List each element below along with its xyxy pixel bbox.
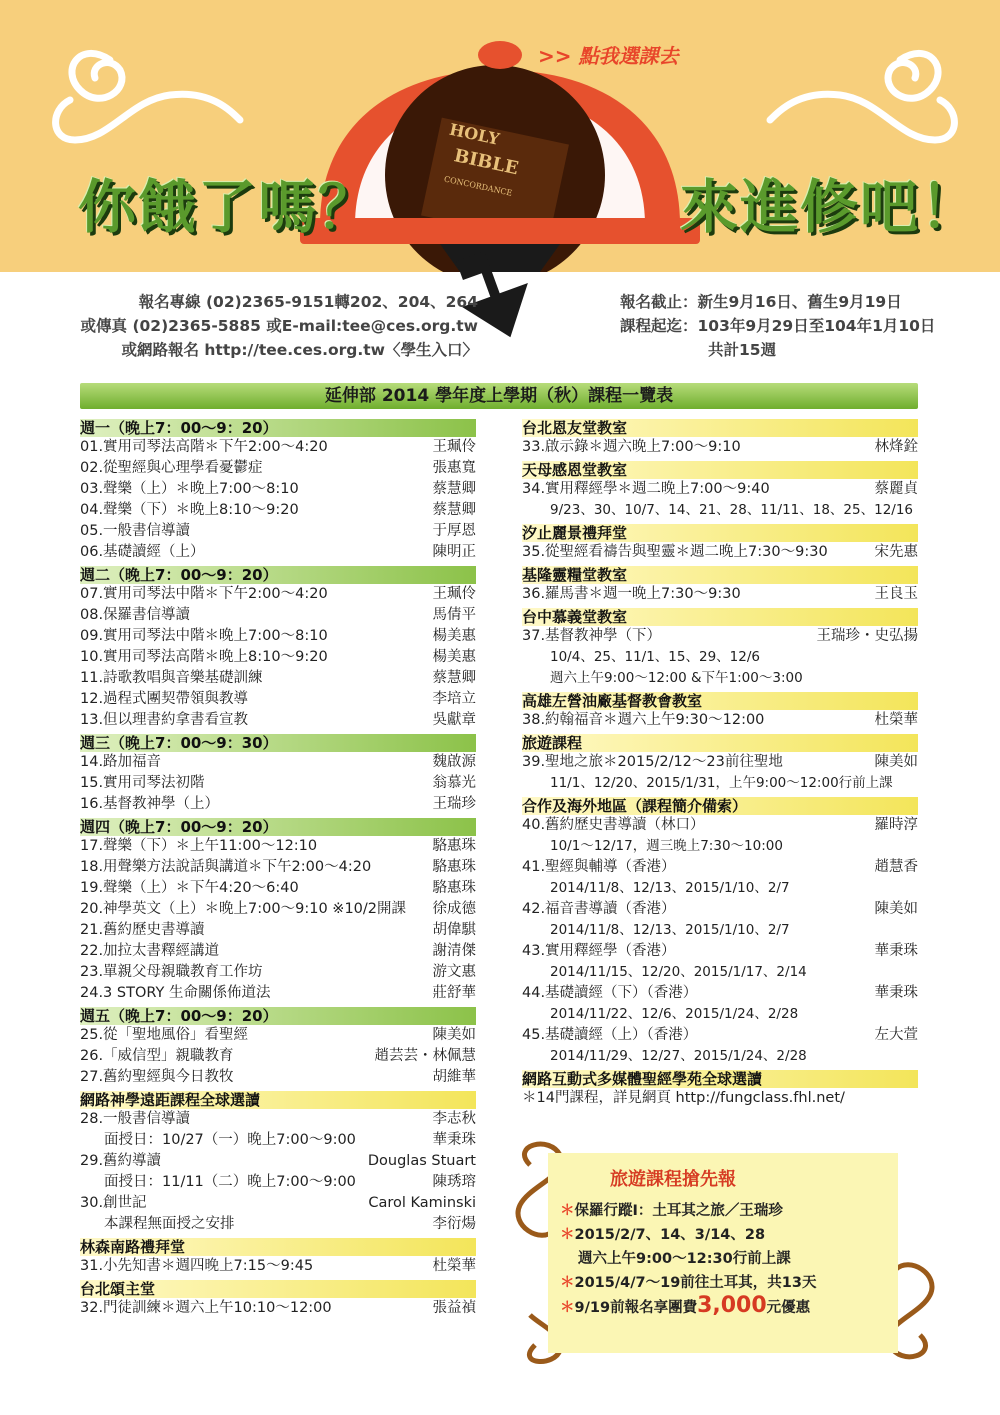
tour-item-2: ＊2015/2/7、14、3/14、28 (560, 1227, 766, 1243)
course-row (80, 710, 476, 731)
course-row (522, 857, 918, 878)
course-detail-text: 面授日：11/11（二）晚上7:00～9:00 (104, 1174, 356, 1190)
instructor-name: 羅時淳 (874, 817, 918, 833)
bible-title-3: CONCORDANCE (443, 174, 514, 198)
course-row (80, 1193, 476, 1214)
tour-item-3: 週六上午9:00～12:30行前上課 (578, 1251, 791, 1267)
course-title: 21.舊約歷史書導讀 (80, 922, 205, 938)
instructor-name: 李衍煬 (432, 1216, 476, 1232)
instructor-name: 楊美惠 (432, 628, 476, 644)
course-detail: 週六上午9:00～12:00 &下午1:00～3:00 (550, 670, 803, 686)
instructor-name: 翁慕光 (432, 775, 476, 791)
title-left: 你餓了嗎？ (78, 173, 379, 241)
cloche-handle (478, 41, 522, 69)
asterisk-icon: ＊ (560, 1275, 575, 1291)
section-header: 週四（晚上7：00～9：20） (80, 818, 476, 836)
course-title: 15.實用司琴法初階 (80, 775, 205, 791)
course-row (80, 479, 476, 500)
course-title: 07.實用司琴法中階＊下午2:00～4:20 (80, 586, 328, 602)
course-row (522, 1088, 918, 1109)
course-row (80, 878, 476, 899)
course-title: ＊14門課程，詳見網頁 http://fungclass.fhl.net/ (522, 1090, 845, 1106)
course-row (80, 626, 476, 647)
section-header: 週一（晚上7：00～9：20） (80, 419, 476, 437)
course-title: 30.創世記 (80, 1195, 147, 1211)
course-row (522, 752, 918, 773)
course-period: 課程起迄：103年9月29日至104年1月10日 (620, 317, 936, 335)
course-row (80, 1298, 476, 1319)
course-row (80, 836, 476, 857)
course-row (80, 458, 476, 479)
section-header: 台中慕義堂教室 (522, 608, 918, 626)
course-title: 43.實用釋經學（香港） (522, 943, 676, 959)
section-header: 網路互動式多媒體聖經學苑全球選讀 (522, 1070, 918, 1088)
title-right: 來進修吧！ (680, 173, 981, 241)
course-title: 09.實用司琴法中階＊晚上7:00～8:10 (80, 628, 328, 644)
section-header: 週二（晚上7：00～9：20） (80, 566, 476, 584)
instructor-name: 陳美如 (874, 901, 918, 917)
course-title: 29.舊約導讀 (80, 1153, 162, 1169)
tour-item-1: ＊保羅行蹤Ⅰ：土耳其之旅／王瑞珍 (560, 1203, 783, 1219)
instructor-name: 胡偉騏 (432, 922, 476, 938)
instructor-name: 陳明正 (432, 544, 476, 560)
course-row (80, 668, 476, 689)
course-title: 03.聲樂（上）＊晚上7:00～8:10 (80, 481, 299, 497)
course-detail: 10/4、25、11/1、15、29、12/6 (550, 649, 760, 665)
instructor-name: 華秉珠 (874, 943, 918, 959)
course-row (522, 542, 918, 563)
course-row (522, 584, 918, 605)
registration-deadline: 報名截止：新生9月16日、舊生9月19日 (620, 293, 902, 311)
course-row (80, 1256, 476, 1277)
contact-web[interactable]: 或網路報名 http://tee.ces.org.tw〈學生入口〉 (121, 341, 478, 359)
course-detail (80, 1130, 476, 1151)
bible-title-1: HOLY (447, 119, 502, 149)
instructor-name: 蔡慧卿 (432, 502, 476, 518)
course-row (80, 962, 476, 983)
instructor-name: 趙芸芸・林佩慧 (374, 1048, 476, 1064)
section-header: 台北恩友堂教室 (522, 419, 918, 437)
section-header: 合作及海外地區（課程簡介備索） (522, 797, 918, 815)
instructor-name: 蔡麗貞 (874, 481, 918, 497)
instructor-name: 蔡慧卿 (432, 670, 476, 686)
course-row (522, 1025, 918, 1046)
contact-phone: 報名專線 (02)2365-9151轉202、204、264 (138, 293, 478, 311)
instructor-name: 魏啟源 (432, 754, 476, 770)
course-row (522, 479, 918, 500)
course-title: 39.聖地之旅＊2015/2/12～23前往聖地 (522, 754, 783, 770)
tour-promo-box (510, 1135, 940, 1367)
course-title: 02.從聖經與心理學看憂鬱症 (80, 460, 263, 476)
course-row (522, 626, 918, 647)
section-header: 天母感恩堂教室 (522, 461, 918, 479)
instructor-name: 陳美如 (432, 1027, 476, 1043)
course-list-title: 延伸部 2014 學年度上學期（秋）課程一覽表 (80, 383, 918, 409)
instructor-name: 宋先惠 (874, 544, 918, 560)
course-title: 13.但以理書約拿書看宣教 (80, 712, 249, 728)
course-title: 23.單親父母親職教育工作坊 (80, 964, 263, 980)
course-title: 05.一般書信導讀 (80, 523, 191, 539)
course-title: 41.聖經與輔導（香港） (522, 859, 676, 875)
instructor-name: 張益禎 (432, 1300, 476, 1316)
course-title: 40.舊約歷史書導讀（林口） (522, 817, 705, 833)
course-detail: 9/23、30、10/7、14、21、28、11/11、18、25、12/16 (550, 502, 914, 518)
section-header: 汐止麗景禮拜堂 (522, 524, 918, 542)
tour-item-5: ＊9/19前報名享團費3,000元優惠 (560, 1293, 811, 1318)
course-row (522, 710, 918, 731)
course-row (80, 752, 476, 773)
instructor-name: 陳琇瑢 (432, 1174, 476, 1190)
course-detail: 2014/11/8、12/13、2015/1/10、2/7 (550, 922, 790, 938)
course-row (522, 815, 918, 836)
course-row (80, 1046, 476, 1067)
course-detail: 2014/11/22、12/6、2015/1/24、2/28 (550, 1006, 799, 1022)
tour-item-4: ＊2015/4/7～19前往土耳其，共13天 (560, 1275, 817, 1291)
course-title: 17.聲樂（下）＊上午11:00～12:10 (80, 838, 318, 854)
instructor-name: 駱惠珠 (432, 859, 476, 875)
section-header: 週五（晚上7：00～9：20） (80, 1007, 476, 1025)
section-header: 台北頌主堂 (80, 1280, 476, 1298)
contact-info (60, 290, 478, 362)
asterisk-icon: ＊ (560, 1227, 575, 1243)
course-title: 18.用聲樂方法說話與講道＊下午2:00～4:20 (80, 859, 372, 875)
course-title: 14.路加福音 (80, 754, 162, 770)
course-row (80, 857, 476, 878)
course-title: 45.基礎讀經（上）（香港） (522, 1027, 698, 1043)
instructor-name: 李培立 (432, 691, 476, 707)
course-detail: 2014/11/8、12/13、2015/1/10、2/7 (550, 880, 790, 896)
instructor-name: 胡維華 (432, 1069, 476, 1085)
course-row (80, 584, 476, 605)
course-row (80, 647, 476, 668)
instructor-name: 馬倩平 (432, 607, 476, 623)
course-title: 20.神學英文（上）＊晚上7:00～9:10 ※10/2開課 (80, 901, 407, 917)
section-header: 網路神學遠距課程全球選讀 (80, 1091, 476, 1109)
course-row (80, 1067, 476, 1088)
instructor-name: 王珮伶 (432, 439, 476, 455)
course-row (522, 983, 918, 1004)
instructor-name: 謝清傑 (432, 943, 476, 959)
tour-title: 旅遊課程搶先報 (610, 1169, 736, 1190)
course-detail-text: 面授日：10/27（一）晚上7:00～9:00 (104, 1132, 356, 1148)
course-row (80, 899, 476, 920)
instructor-name: 吳獻章 (432, 712, 476, 728)
course-title: 25.從「聖地風俗」看聖經 (80, 1027, 249, 1043)
instructor-name: Carol Kaminski (368, 1195, 476, 1211)
instructor-name: 蔡慧卿 (432, 481, 476, 497)
asterisk-icon: ＊ (560, 1203, 575, 1219)
course-row (80, 605, 476, 626)
instructor-name: 王瑞珍・史弘揚 (816, 628, 918, 644)
course-title: 08.保羅書信導讀 (80, 607, 191, 623)
instructor-name: 王良玉 (874, 586, 918, 602)
course-row (80, 542, 476, 563)
section-header: 林森南路禮拜堂 (80, 1238, 476, 1256)
course-row (80, 521, 476, 542)
course-row (522, 437, 918, 458)
instructor-name: 王珮伶 (432, 586, 476, 602)
asterisk-icon: ＊ (560, 1300, 575, 1316)
section-header: 高雄左營油廠基督教會教室 (522, 692, 918, 710)
course-detail: 2014/11/15、12/20、2015/1/17、2/14 (550, 964, 807, 980)
course-row (80, 773, 476, 794)
instructor-name: 于厚恩 (432, 523, 476, 539)
course-title: 27.舊約聖經與今日教牧 (80, 1069, 234, 1085)
course-row (80, 983, 476, 1004)
section-header: 週三（晚上7：00～9：30） (80, 734, 476, 752)
instructor-name: 駱惠珠 (432, 880, 476, 896)
course-row (80, 1025, 476, 1046)
instructor-name: 駱惠珠 (432, 838, 476, 854)
course-row (522, 941, 918, 962)
instructor-name: 杜榮華 (432, 1258, 476, 1274)
course-row (80, 920, 476, 941)
instructor-name: 王瑞珍 (432, 796, 476, 812)
instructor-name: 游文惠 (432, 964, 476, 980)
course-title: 44.基礎讀經（下）（香港） (522, 985, 698, 1001)
course-row (80, 500, 476, 521)
course-detail (80, 1172, 476, 1193)
course-detail: 10/1～12/17，週三晚上7:30～10:00 (550, 838, 783, 854)
section-header: 旅遊課程 (522, 734, 918, 752)
course-title: 26.「威信型」親職教育 (80, 1048, 234, 1064)
instructor-name: 左大萱 (874, 1027, 918, 1043)
section-header: 基隆靈糧堂教室 (522, 566, 918, 584)
course-title: 32.門徒訓練＊週六上午10:10～12:00 (80, 1300, 332, 1316)
course-title: 19.聲樂（上）＊下午4:20～6:40 (80, 880, 299, 896)
course-title: 16.基督教神學（上） (80, 796, 220, 812)
course-title: 28.一般書信導讀 (80, 1111, 191, 1127)
instructor-name: 林烽銓 (874, 439, 918, 455)
swirl-decoration-left (56, 53, 240, 140)
course-title: 01.實用司琴法高階＊下午2:00～4:20 (80, 439, 328, 455)
course-title: 31.小先知書＊週四晚上7:15～9:45 (80, 1258, 314, 1274)
instructor-name: 李志秋 (432, 1111, 476, 1127)
course-title: 37.基督教神學（下） (522, 628, 662, 644)
course-title: 35.從聖經看禱告與聖靈＊週二晚上7:30～9:30 (522, 544, 828, 560)
course-title: 06.基礎讀經（上） (80, 544, 205, 560)
instructor-name: 陳美如 (874, 754, 918, 770)
course-title: 42.福音書導讀（香港） (522, 901, 676, 917)
course-title: 36.羅馬書＊週一晚上7:30～9:30 (522, 586, 741, 602)
instructor-name: 徐成德 (432, 901, 476, 917)
contact-fax-email[interactable]: 或傳真 (02)2365-5885 或E-mail:tee@ces.org.tw (80, 317, 478, 335)
instructor-name: 莊舒華 (432, 985, 476, 1001)
course-title: 22.加拉太書釋經講道 (80, 943, 220, 959)
instructor-name: 華秉珠 (874, 985, 918, 1001)
course-detail (80, 1214, 476, 1235)
bible-title-2: BIBLE (452, 145, 521, 180)
course-title: 12.過程式團契帶領與教導 (80, 691, 249, 707)
schedule-info (620, 290, 935, 362)
instructor-name: 趙慧香 (874, 859, 918, 875)
right-course-column (522, 416, 918, 1109)
course-detail: 2014/11/29、12/27、2015/1/24、2/28 (550, 1048, 807, 1064)
course-row (80, 437, 476, 458)
course-row (522, 899, 918, 920)
course-title: 34.實用釋經學＊週二晚上7:00～9:40 (522, 481, 770, 497)
course-row (80, 1109, 476, 1130)
select-course-link[interactable]: >> 點我選課去 (538, 44, 679, 68)
course-detail: 11/1、12/20、2015/1/31，上午9:00～12:00行前上課 (550, 775, 893, 791)
swirl-decoration-right (770, 53, 954, 140)
total-weeks: 共計15週 (708, 341, 777, 359)
instructor-name: 張惠寬 (432, 460, 476, 476)
instructor-name: 楊美惠 (432, 649, 476, 665)
instructor-name: Douglas Stuart (367, 1153, 476, 1169)
course-row (80, 689, 476, 710)
course-title: 33.啟示錄＊週六晚上7:00～9:10 (522, 439, 741, 455)
course-detail-text: 本課程無面授之安排 (104, 1216, 235, 1232)
course-row (80, 794, 476, 815)
course-title: 11.詩歌教唱與音樂基礎訓練 (80, 670, 263, 686)
header-banner (0, 0, 1000, 272)
course-title: 24.3 STORY 生命關係佈道法 (80, 985, 271, 1001)
course-title: 38.約翰福音＊週六上午9:30～12:00 (522, 712, 765, 728)
course-title: 04.聲樂（下）＊晚上8:10～9:20 (80, 502, 299, 518)
instructor-name: 杜榮華 (874, 712, 918, 728)
left-course-column (80, 416, 476, 1319)
course-row (80, 941, 476, 962)
instructor-name: 華秉珠 (432, 1132, 476, 1148)
course-title: 10.實用司琴法高階＊晚上8:10～9:20 (80, 649, 328, 665)
course-row (80, 1151, 476, 1172)
